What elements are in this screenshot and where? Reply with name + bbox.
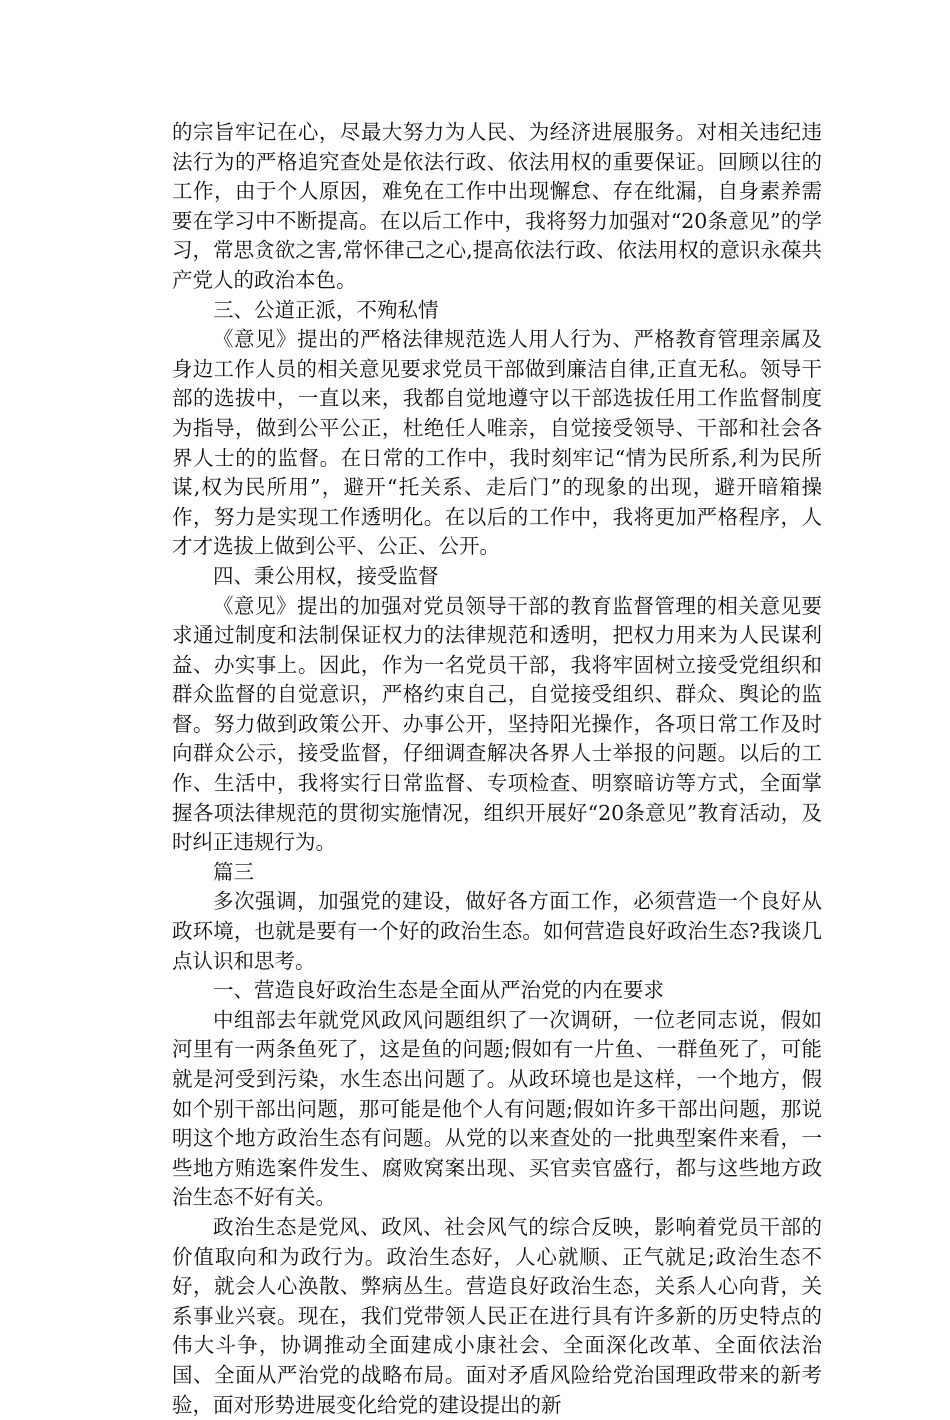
paragraph-continued: 的宗旨牢记在心，尽最大努力为人民、为经济进展服务。对相关违纪违法行为的严格追究查处是依法行政、依法用权的重要保证。回顾以往的工作，由于个人原因，难免在工作中出现懈怠、存在纰漏，自身素养需要在学习中不断提高。在以后工作中，我将努力加强对“20条意见”的学习，常思贪欲之害,常怀律己之心,提高依法行政、依法用权的意识永葆共产党人的政治本色。 [172, 120, 822, 292]
paragraph: 《意见》提出的加强对党员领导干部的教育监督管理的相关意见要求通过制度和法制保证权力的法律规范和透明，把权力用来为人民谋利益、办实事上。因此，作为一名党员干部，我将牢固树立接受党组织和群众监督的自觉意识，严格约束自己，自觉接受组织、群众、舆论的监督。努力做到政策公开、办事公开，坚持阳光操作，各项日常工作及时向群众公示，接受监督，仔细调查解决各界人士举报的问题。以后的工作、生活中，我将实行日常监督、专项检查、明察暗访等方式，全面掌握各项法律规范的贯彻实施情况，组织开展好“20条意见”教育活动，及时纠正违规行为。 [172, 593, 822, 855]
section-heading-1: 一、营造良好政治生态是全面从严治党的内在要求 [213, 978, 664, 1003]
paragraph: 《意见》提出的严格法律规范选人用人行为、严格教育管理亲属及身边工作人员的相关意见要求党员干部做到廉洁自律,正直无私。领导干部的选拔中，一直以来，我都自觉地遵守以干部选拔任用工作监督制度为指导，做到公平公正，杜绝任人唯亲，自觉接受领导、干部和社会各界人士的的监督。在日常的工作中，我时刻牢记“情为民所系,利为民所谋,权为民所用”，避开“托关系、走后门”的现象的出现，避开暗箱操作，努力是实现工作透明化。在以后的工作中，我将更加严格程序，人才才选拔上做到公平、公正、公开。 [172, 327, 822, 559]
part-heading: 篇三 [213, 859, 254, 884]
document-body [172, 118, 822, 1420]
section-heading-4: 四、秉公用权，接受监督 [213, 563, 439, 588]
paragraph: 中组部去年就党风政风问题组织了一次调研，一位老同志说，假如河里有一两条鱼死了，这是鱼的问题;假如有一片鱼、一群鱼死了，可能就是河受到污染，水生态出问题了。从政环境也是这样，一个地方，假如个别干部出问题，那可能是他个人有问题;假如许多干部出问题，那说明这个地方政治生态有问题。从党的以来查处的一批典型案件来看，一些地方贿选案件发生、腐败窝案出现、买官卖官盛行，都与这些地方政治生态不好有关。 [172, 1007, 822, 1210]
paragraph: 政治生态是党风、政风、社会风气的综合反映，影响着党员干部的价值取向和为政行为。政治生态好，人心就顺、正气就足;政治生态不好，就会人心涣散、弊病丛生。营造良好政治生态，关系人心向背，关系事业兴衰。现在，我们党带领人民正在进行具有许多新的历史特点的伟大斗争，协调推动全面建成小康社会、全面深化改革、全面依法治国、全面从严治党的战略布局。面对矛盾风险给党治国理政带来的新考验，面对形势进展变化给党的建设提出的新 [172, 1214, 822, 1417]
paragraph: 多次强调，加强党的建设，做好各方面工作，必须营造一个良好从政环境，也就是要有一个好的政治生态。如何营造良好政治生态?我谈几点认识和思考。 [172, 889, 822, 973]
section-heading-3: 三、公道正派，不殉私情 [213, 297, 439, 322]
